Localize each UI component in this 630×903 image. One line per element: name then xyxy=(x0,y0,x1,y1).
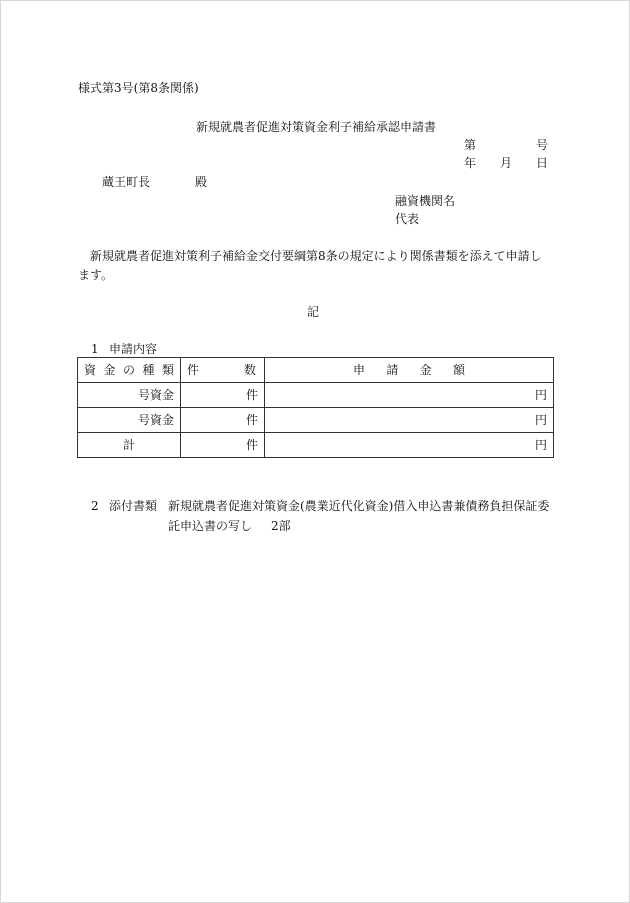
addressee-honorific: 殿 xyxy=(195,175,208,189)
date-day: 日 xyxy=(536,156,549,170)
table-row xyxy=(78,408,554,433)
body-text-line1: 新規就農者促進対策利子補給金交付要綱第8条の規定により関係書類を添えて申請し xyxy=(90,249,542,263)
table-total-row xyxy=(78,433,554,458)
doc-number-prefix: 第 xyxy=(464,138,477,152)
header-char: 金 xyxy=(103,363,116,377)
date-month: 月 xyxy=(500,156,513,170)
date-year: 年 xyxy=(464,156,477,170)
header-char: 申 xyxy=(353,363,366,377)
header-char: 額 xyxy=(452,363,465,377)
header-char: 類 xyxy=(161,363,174,377)
section2-number: 2 xyxy=(91,499,99,513)
form-number: 様式第3号(第8条関係) xyxy=(78,81,199,95)
application-table xyxy=(77,357,554,458)
header-char: 件 xyxy=(187,363,200,377)
institution-label: 融資機関名 xyxy=(395,194,456,208)
ki-heading: 記 xyxy=(307,305,320,319)
fund-type-cell: 号資金 xyxy=(78,408,181,433)
fund-type-cell: 号資金 xyxy=(78,383,181,408)
header-char: 資 xyxy=(84,363,97,377)
addressee-name: 蔵王町長 xyxy=(102,175,151,189)
document-title: 新規就農者促進対策資金利子補給承認申請書 xyxy=(196,120,437,134)
attachment-line2: 託申込書の写し xyxy=(168,519,253,533)
header-count xyxy=(181,358,265,383)
header-char: 種 xyxy=(142,363,155,377)
attachment-copies: 2部 xyxy=(271,519,291,533)
amount-cell: 円 xyxy=(265,383,554,408)
section1-number: 1 xyxy=(91,342,99,356)
section1-title: 申請内容 xyxy=(109,342,158,356)
body-text-line2: ます。 xyxy=(78,268,114,282)
count-cell: 件 xyxy=(181,383,265,408)
doc-number-suffix: 号 xyxy=(536,138,549,152)
header-char: 請 xyxy=(386,363,399,377)
header-char: 金 xyxy=(419,363,432,377)
table-row xyxy=(78,383,554,408)
total-label-cell: 計 xyxy=(78,433,181,458)
section2-title: 添付書類 xyxy=(109,499,158,513)
header-amount xyxy=(265,358,554,383)
amount-cell: 円 xyxy=(265,433,554,458)
header-fund-type xyxy=(78,358,181,383)
header-char: 数 xyxy=(243,363,256,377)
attachment-line1: 新規就農者促進対策資金(農業近代化資金)借入申込書兼債務負担保証委 xyxy=(168,499,550,513)
count-cell: 件 xyxy=(181,433,265,458)
representative-label: 代表 xyxy=(395,212,420,226)
amount-cell: 円 xyxy=(265,408,554,433)
count-cell: 件 xyxy=(181,408,265,433)
table-header-row xyxy=(78,358,554,383)
header-char: の xyxy=(122,363,135,377)
